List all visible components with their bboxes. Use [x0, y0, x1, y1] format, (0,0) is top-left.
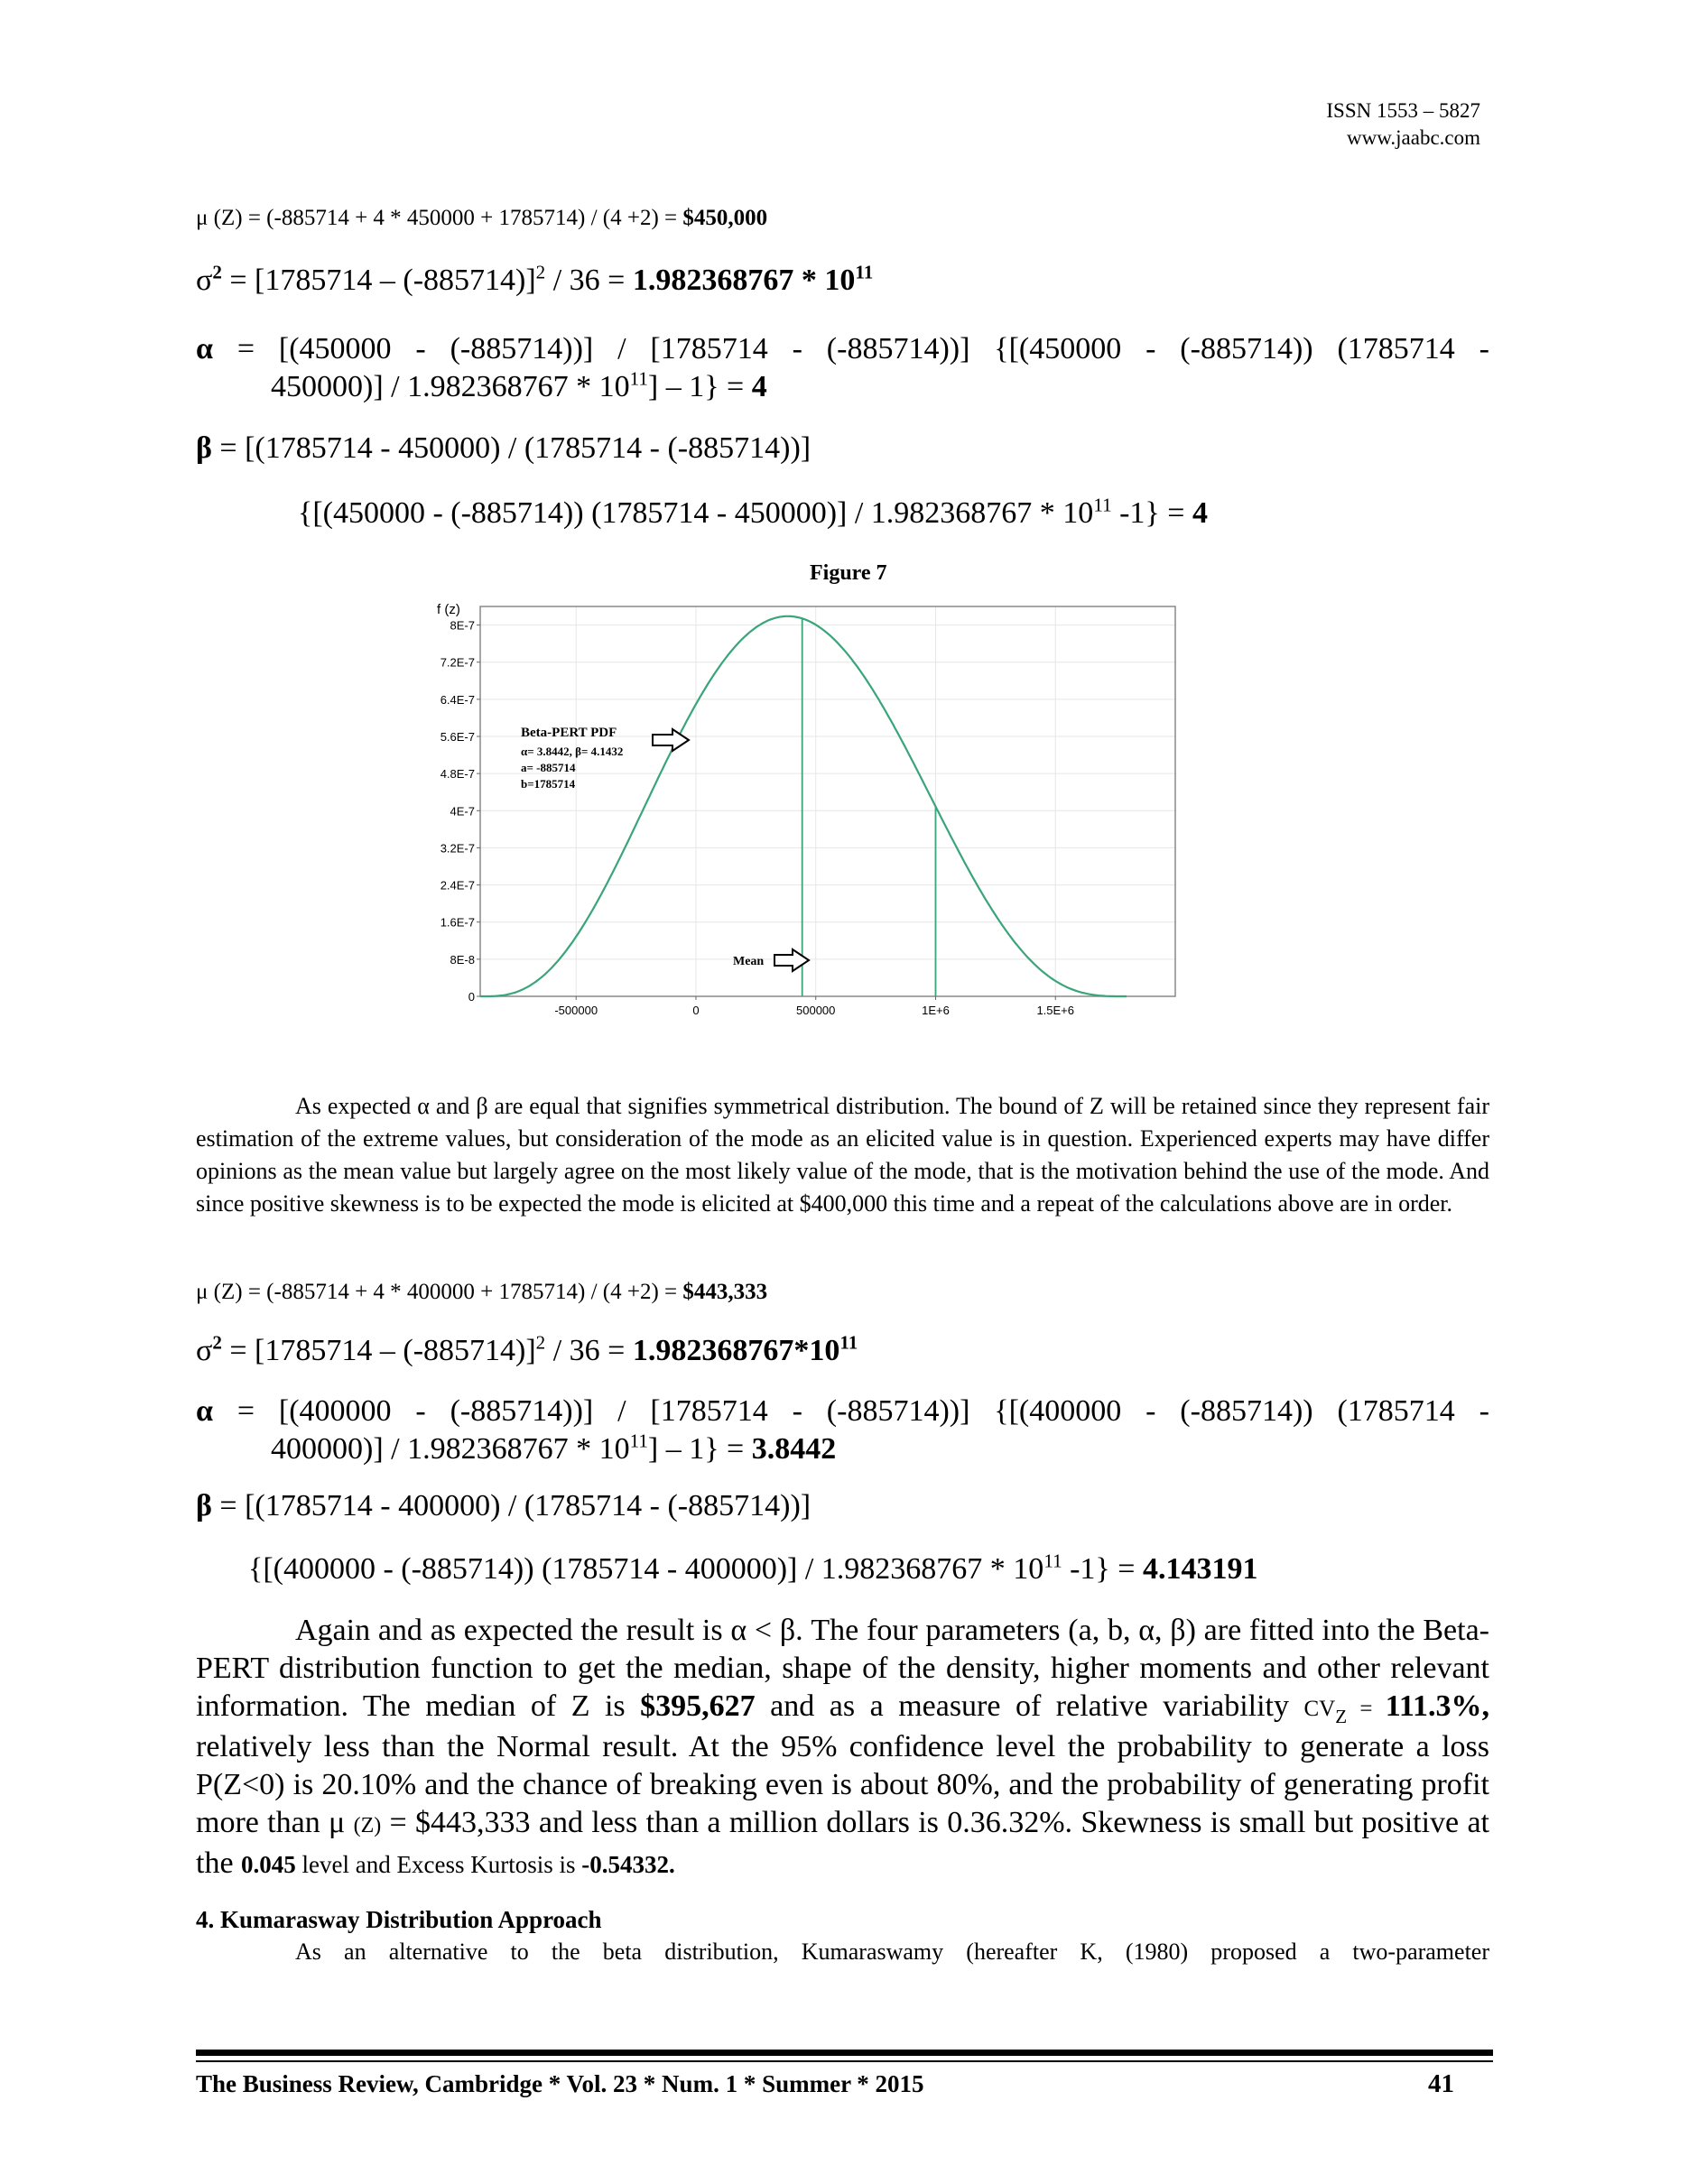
y-tick-label: 0: [468, 990, 475, 1004]
alpha-symbol: α: [196, 332, 213, 366]
beta-pert-chart: [415, 597, 1192, 1031]
pdf-curve: [480, 616, 1127, 996]
mu-value: $450,000: [682, 206, 768, 230]
sigma-value-exponent: 11: [855, 261, 874, 283]
mu-equation-1: [196, 206, 767, 231]
journal-footer: The Business Review, Cambridge * Vol. 23 * Num. 1 * Summer * 2015: [196, 2070, 924, 2097]
beta-expression-end: -1} =: [1111, 496, 1192, 530]
mean-label: Mean: [733, 955, 765, 968]
paragraph-2: Again and as expected the result is α < β. The four parameters (a, b, α, β) are fitted into the Beta-PERT distribution function to get the median, shape of the density, higher moments and other relevant information. The median of Z is $395,627 and as a measure of relative variability $CV_Z = 111.3\%$, relatively less than the Normal result. At the 95% confidence level the probability to generate a loss P(Z<0) is 20.10% and the chance of breaking even is about 80%, and the probability of generating profit more than μ (Z) = $443,333 and less than a million dollars is 0.36.32%. Skewness is small but positive at the 0.045 level and Excess Kurtosis is -0.54332.: [196, 1614, 1490, 1880]
website-header: www.jaabc.com: [1347, 126, 1480, 149]
beta-equation-2-line-1: [196, 1489, 811, 1523]
pdf-arrow-icon: [653, 729, 689, 751]
sigma-value: 1.982368767 * 10: [632, 264, 856, 297]
alpha-expression-2-end: ] – 1} =: [647, 1432, 752, 1466]
sigma-divisor: / 36 =: [545, 264, 633, 297]
x-tick-label: 1.5E+6: [1036, 1004, 1075, 1017]
beta-equation-1-line-1: [196, 431, 811, 466]
mu-expression-2: μ (Z) = (-885714 + 4 * 400000 + 1785714) / (4 +2) =: [196, 1280, 683, 1304]
page-number: 41: [1428, 2069, 1454, 2098]
y-tick-label: 6.4E-7: [440, 692, 475, 707]
alpha-expression: = [(450000 - (-885714))] / [1785714 - (-885714))] {[(450000 - (-885714)) (1785714 -: [212, 332, 1489, 366]
skewness-value: 0.045: [241, 1851, 296, 1878]
cv-value: 111.3%,: [1385, 1689, 1489, 1723]
sigma-exponent-2: 2: [212, 1331, 222, 1354]
sigma-value-2: 1.982368767*10: [632, 1334, 840, 1367]
y-axis-label: f (z): [437, 602, 460, 617]
sigma-equation-1: [196, 261, 874, 298]
annotation-b: b=1785714: [521, 777, 576, 791]
beta-value-2: 4.143191: [1142, 1552, 1258, 1586]
beta-expression-2-cont: {[(400000 - (-885714)) (1785714 - 400000)] / 1.982368767 * 10: [248, 1552, 1044, 1586]
sigma-divisor-2: / 36 =: [545, 1334, 633, 1367]
annotation-title: Beta-PERT PDF: [521, 726, 617, 740]
x-tick-label: 0: [692, 1004, 700, 1017]
paragraph-1: [196, 1090, 1489, 1220]
beta-expression: = [(1785714 - 450000) / (1785714 - (-885714))]: [211, 431, 812, 465]
section-text: As an alternative to the beta distribution, Kumaraswamy (hereafter K, (1980) proposed a two-parameter: [295, 1939, 1489, 1965]
footer-rule-thick: [196, 2050, 1493, 2056]
alpha-equation-1-line-2: [271, 367, 767, 404]
y-tick-label: 7.2E-7: [440, 655, 475, 670]
alpha-exponent-2: 11: [629, 1430, 648, 1452]
sigma-symbol-2: σ: [196, 1334, 213, 1367]
mu-equation-2: [196, 1280, 767, 1305]
y-tick-label: 8E-7: [450, 618, 475, 633]
footer-rule-thin: [196, 2060, 1493, 2062]
beta-expression-2: = [(1785714 - 400000) / (1785714 - (-885714))]: [211, 1489, 812, 1522]
paragraph-1-text: As expected α and β are equal that signifies symmetrical distribution. The bound of Z will be retained since they represent fair estimation of the extreme values, but consideration of the mode as an elicited value is in question. Experienced experts may have differ opinions as the mean value but largely agree on the most likely value of the mode, that is the motivation behind the use of the mode. And since positive skewness is to be expected the mode is elicited at $400,000 this time and a repeat of the calculations above are in order.: [196, 1093, 1489, 1217]
issn-header: ISSN 1553 – 5827: [1326, 99, 1480, 122]
bracket-exponent-2: 2: [535, 1331, 546, 1354]
y-tick-label: 2.4E-7: [440, 878, 475, 893]
sigma-equation-2: [196, 1331, 858, 1368]
alpha-symbol-2: α: [196, 1394, 213, 1428]
annotation-params: α= 3.8442, β= 4.1432: [521, 745, 624, 758]
bracket-exponent: 2: [535, 261, 546, 283]
plot-frame: [480, 606, 1175, 996]
beta-symbol-2: β: [196, 1489, 212, 1522]
sigma-exponent: 2: [212, 261, 222, 283]
sigma-expression-2: = [1785714 – (-885714)]: [221, 1334, 536, 1367]
beta-equation-2-line-2: [248, 1552, 1257, 1587]
x-tick-label: -500000: [554, 1004, 598, 1017]
y-tick-label: 4E-7: [450, 804, 475, 819]
beta-expression-2-end: -1} =: [1062, 1552, 1143, 1586]
chart-grid: [480, 606, 1175, 996]
kurtosis-value: -0.54332.: [581, 1851, 675, 1878]
mean-arrow-icon: [774, 949, 809, 971]
x-tick-label: 1E+6: [922, 1004, 950, 1017]
alpha-value: 4: [751, 370, 767, 403]
y-axis: [441, 619, 480, 1004]
alpha-expression-cont: 450000)] / 1.982368767 * 10: [271, 370, 630, 403]
alpha-expression-end: ] – 1} =: [647, 370, 752, 403]
alpha-expression-2: = [(400000 - (-885714))] / [1785714 - (-885714))] {[(400000 - (-885714)) (1785714 -: [212, 1394, 1489, 1428]
alpha-exponent: 11: [629, 367, 648, 390]
alpha-equation-2-line-2: [271, 1432, 836, 1467]
y-tick-label: 4.8E-7: [440, 767, 475, 782]
section-heading: 4. Kumarasway Distribution Approach: [196, 1906, 602, 1933]
cv-label: CV: [1303, 1697, 1336, 1721]
reference-lines: [802, 618, 936, 996]
beta-exponent-2: 11: [1043, 1550, 1062, 1572]
sigma-symbol: σ: [196, 264, 213, 297]
x-axis: [554, 996, 1074, 1017]
y-tick-label: 3.2E-7: [440, 841, 475, 856]
beta-exponent: 11: [1093, 494, 1112, 516]
alpha-value-2: 3.8442: [751, 1432, 837, 1466]
alpha-expression-2-cont: 400000)] / 1.982368767 * 10: [271, 1432, 630, 1466]
alpha-equation-1-line-1: [196, 332, 1489, 366]
sigma-expression: = [1785714 – (-885714)]: [221, 264, 536, 297]
mu-value-2: $443,333: [682, 1280, 768, 1304]
beta-expression-cont: {[(450000 - (-885714)) (1785714 - 450000)] / 1.982368767 * 10: [298, 496, 1094, 530]
mu-expression: μ (Z) = (-885714 + 4 * 450000 + 1785714) / (4 +2) =: [196, 206, 683, 230]
figure-title: Figure 7: [810, 561, 887, 585]
sigma-value-exponent-2: 11: [839, 1331, 858, 1354]
x-tick-label: 500000: [796, 1004, 836, 1017]
annotation-a: a= -885714: [521, 761, 576, 774]
beta-value: 4: [1192, 496, 1208, 530]
y-tick-label: 1.6E-7: [440, 915, 475, 930]
y-tick-label: 8E-8: [450, 952, 475, 967]
beta-symbol: β: [196, 431, 212, 465]
y-tick-label: 5.6E-7: [440, 730, 475, 744]
median-value: $395,627: [640, 1689, 756, 1723]
alpha-equation-2-line-1: [196, 1394, 1489, 1429]
beta-equation-1-line-2: [298, 496, 1208, 531]
